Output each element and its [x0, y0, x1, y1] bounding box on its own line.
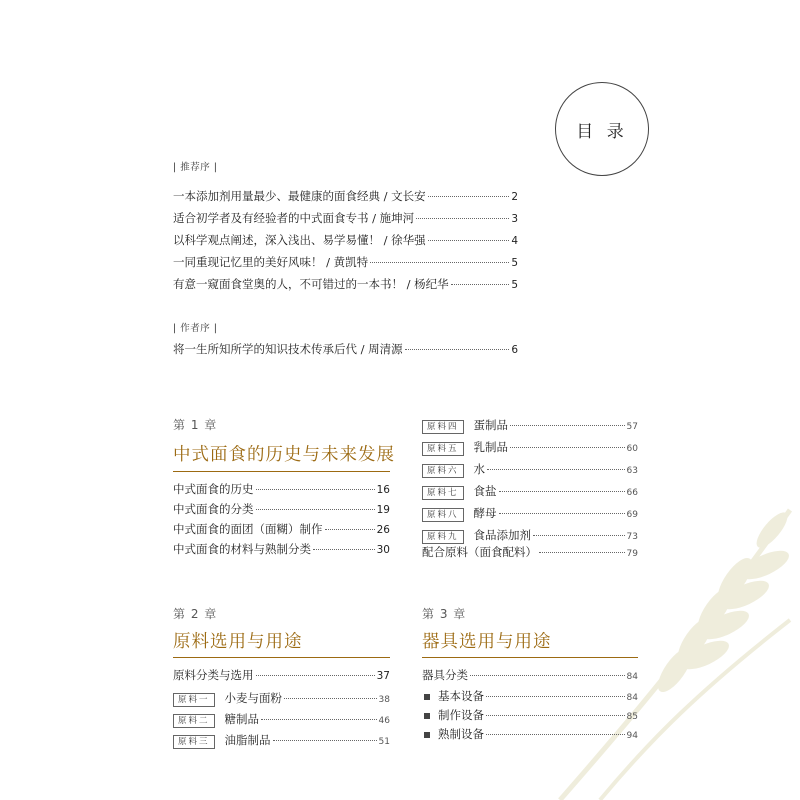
toc-entry-title: 以科学观点阐述，深入浅出、易学易懂！ / 徐华强	[173, 233, 426, 247]
material-tag: 原料八	[422, 508, 464, 522]
chapter-2-number: 第 2 章	[173, 607, 218, 621]
leader-dots	[284, 698, 377, 699]
toc-entry-title: 有意一窥面食堂奥的人，不可错过的一本书！ / 杨纪华	[173, 277, 449, 291]
toc-entry-page: 94	[626, 731, 638, 741]
toc-entry-title: 中式面食的面团（面糊）制作	[173, 522, 323, 536]
toc-entry[interactable]	[422, 667, 638, 683]
chapter-1-number: 第 1 章	[173, 418, 218, 432]
toc-entry-page: 19	[376, 504, 390, 516]
leader-dots	[256, 489, 375, 490]
toc-entry[interactable]	[173, 188, 518, 204]
toc-entry-title: 配合原料（面食配料）	[422, 545, 537, 559]
contents-heading: 目 录	[555, 82, 649, 176]
toc-entry-page: 73	[626, 532, 638, 542]
toc-entry-page: 66	[626, 488, 638, 498]
toc-entry-title: 一同重现记忆里的美好风味！ / 黄凯特	[173, 255, 369, 269]
toc-entry-title: 基本设备	[438, 689, 484, 703]
leader-dots	[273, 740, 377, 741]
toc-entry-page: 57	[626, 422, 638, 432]
toc-entry-page: 5	[511, 257, 518, 269]
leader-dots	[499, 513, 625, 514]
toc-entry-page: 84	[626, 693, 638, 703]
toc-entry[interactable]	[173, 341, 518, 357]
leader-dots	[256, 675, 375, 676]
toc-entry[interactable]	[173, 711, 390, 727]
material-tag: 原料六	[422, 464, 464, 478]
toc-entry-title: 中式面食的材料与熟制分类	[173, 542, 311, 556]
bullet-square-icon	[424, 713, 430, 719]
chapter-1-rule	[173, 471, 390, 472]
toc-entry[interactable]	[422, 707, 638, 723]
leader-dots	[539, 552, 625, 553]
chapter-3-title[interactable]: 器具选用与用途	[422, 632, 552, 652]
toc-entry-title: 蛋制品	[473, 418, 509, 432]
toc-entry-page: 16	[376, 484, 390, 496]
toc-entry[interactable]	[173, 481, 390, 497]
toc-entry-title: 食盐	[473, 484, 497, 498]
leader-dots	[370, 262, 509, 263]
toc-entry-page: 6	[511, 344, 518, 356]
material-tag: 原料三	[173, 735, 215, 749]
leader-dots	[470, 675, 625, 676]
toc-entry[interactable]	[422, 544, 638, 560]
toc-entry-page: 79	[626, 549, 638, 559]
toc-entry[interactable]	[422, 439, 638, 455]
bullet-square-icon	[424, 694, 430, 700]
chapter-1-title[interactable]: 中式面食的历史与未来发展	[173, 445, 395, 465]
toc-entry[interactable]	[173, 732, 390, 748]
toc-entry-title: 小麦与面粉	[224, 691, 283, 705]
chapter-3-rule	[422, 657, 638, 658]
toc-entry[interactable]	[173, 232, 518, 248]
toc-entry-title: 制作设备	[438, 708, 484, 722]
toc-entry-title: 中式面食的分类	[173, 502, 254, 516]
toc-entry-title: 中式面食的历史	[173, 482, 254, 496]
material-tag: 原料一	[173, 693, 215, 707]
toc-entry-page: 38	[378, 695, 390, 705]
toc-entry-title: 器具分类	[422, 668, 468, 682]
toc-entry-page: 84	[626, 672, 638, 682]
leader-dots	[487, 469, 625, 470]
toc-entry-title: 乳制品	[473, 440, 509, 454]
material-tag: 原料二	[173, 714, 215, 728]
leader-dots	[486, 734, 625, 735]
toc-entry-title: 原料分类与选用	[173, 668, 254, 682]
leader-dots	[451, 284, 510, 285]
leader-dots	[416, 218, 509, 219]
material-tag: 原料七	[422, 486, 464, 500]
toc-entry[interactable]	[173, 541, 390, 557]
toc-entry[interactable]	[173, 276, 518, 292]
leader-dots	[325, 529, 375, 530]
leader-dots	[428, 196, 510, 197]
toc-entry[interactable]	[173, 254, 518, 270]
toc-entry-page: 30	[376, 544, 390, 556]
toc-entry-page: 5	[511, 279, 518, 291]
toc-entry-page: 69	[626, 510, 638, 520]
leader-dots	[499, 491, 625, 492]
leader-dots	[510, 425, 625, 426]
toc-entry[interactable]	[173, 667, 390, 683]
toc-entry[interactable]	[422, 461, 638, 477]
toc-entry-title: 一本添加剂用量最少、最健康的面食经典 / 文长安	[173, 189, 426, 203]
material-tag: 原料四	[422, 420, 464, 434]
recommend-section-label: | 推荐序 |	[173, 162, 218, 173]
toc-entry[interactable]	[422, 726, 638, 742]
leader-dots	[261, 719, 377, 720]
toc-entry[interactable]	[173, 521, 390, 537]
leader-dots	[486, 715, 625, 716]
leader-dots	[486, 696, 625, 697]
toc-entry-title: 酵母	[473, 506, 497, 520]
toc-entry-page: 85	[626, 712, 638, 722]
leader-dots	[510, 447, 625, 448]
toc-entry-page: 4	[511, 235, 518, 247]
material-tag: 原料五	[422, 442, 464, 456]
toc-entry[interactable]	[422, 483, 638, 499]
toc-entry[interactable]	[173, 690, 390, 706]
leader-dots	[405, 349, 510, 350]
toc-entry[interactable]	[422, 688, 638, 704]
leader-dots	[428, 240, 510, 241]
toc-entry-title: 水	[473, 462, 486, 476]
toc-entry[interactable]	[422, 527, 638, 543]
toc-entry-page: 3	[511, 213, 518, 225]
toc-entry[interactable]	[173, 501, 390, 517]
toc-entry[interactable]	[173, 210, 518, 226]
toc-entry-page: 63	[626, 466, 638, 476]
toc-entry-title: 将一生所知所学的知识技术传承后代 / 周清源	[173, 342, 403, 356]
toc-entry-page: 37	[376, 670, 390, 682]
leader-dots	[533, 535, 625, 536]
toc-entry-title: 油脂制品	[224, 733, 271, 747]
toc-entry-page: 60	[626, 444, 638, 454]
toc-entry-title: 熟制设备	[438, 727, 484, 741]
toc-entry-page: 51	[378, 737, 390, 747]
toc-entry-title: 食品添加剂	[473, 528, 532, 542]
leader-dots	[313, 549, 375, 550]
toc-entry[interactable]	[422, 417, 638, 433]
toc-entry-page: 26	[376, 524, 390, 536]
chapter-3-number: 第 3 章	[422, 607, 467, 621]
bullet-square-icon	[424, 732, 430, 738]
author-section-label: | 作者序 |	[173, 323, 218, 334]
toc-entry-page: 46	[378, 716, 390, 726]
toc-entry[interactable]	[422, 505, 638, 521]
chapter-2-rule	[173, 657, 390, 658]
toc-entry-page: 2	[511, 191, 518, 203]
material-tag: 原料九	[422, 530, 464, 544]
toc-entry-title: 适合初学者及有经验者的中式面食专书 / 施坤河	[173, 211, 415, 225]
chapter-2-title[interactable]: 原料选用与用途	[173, 632, 303, 652]
leader-dots	[256, 509, 375, 510]
toc-entry-title: 糖制品	[224, 712, 260, 726]
